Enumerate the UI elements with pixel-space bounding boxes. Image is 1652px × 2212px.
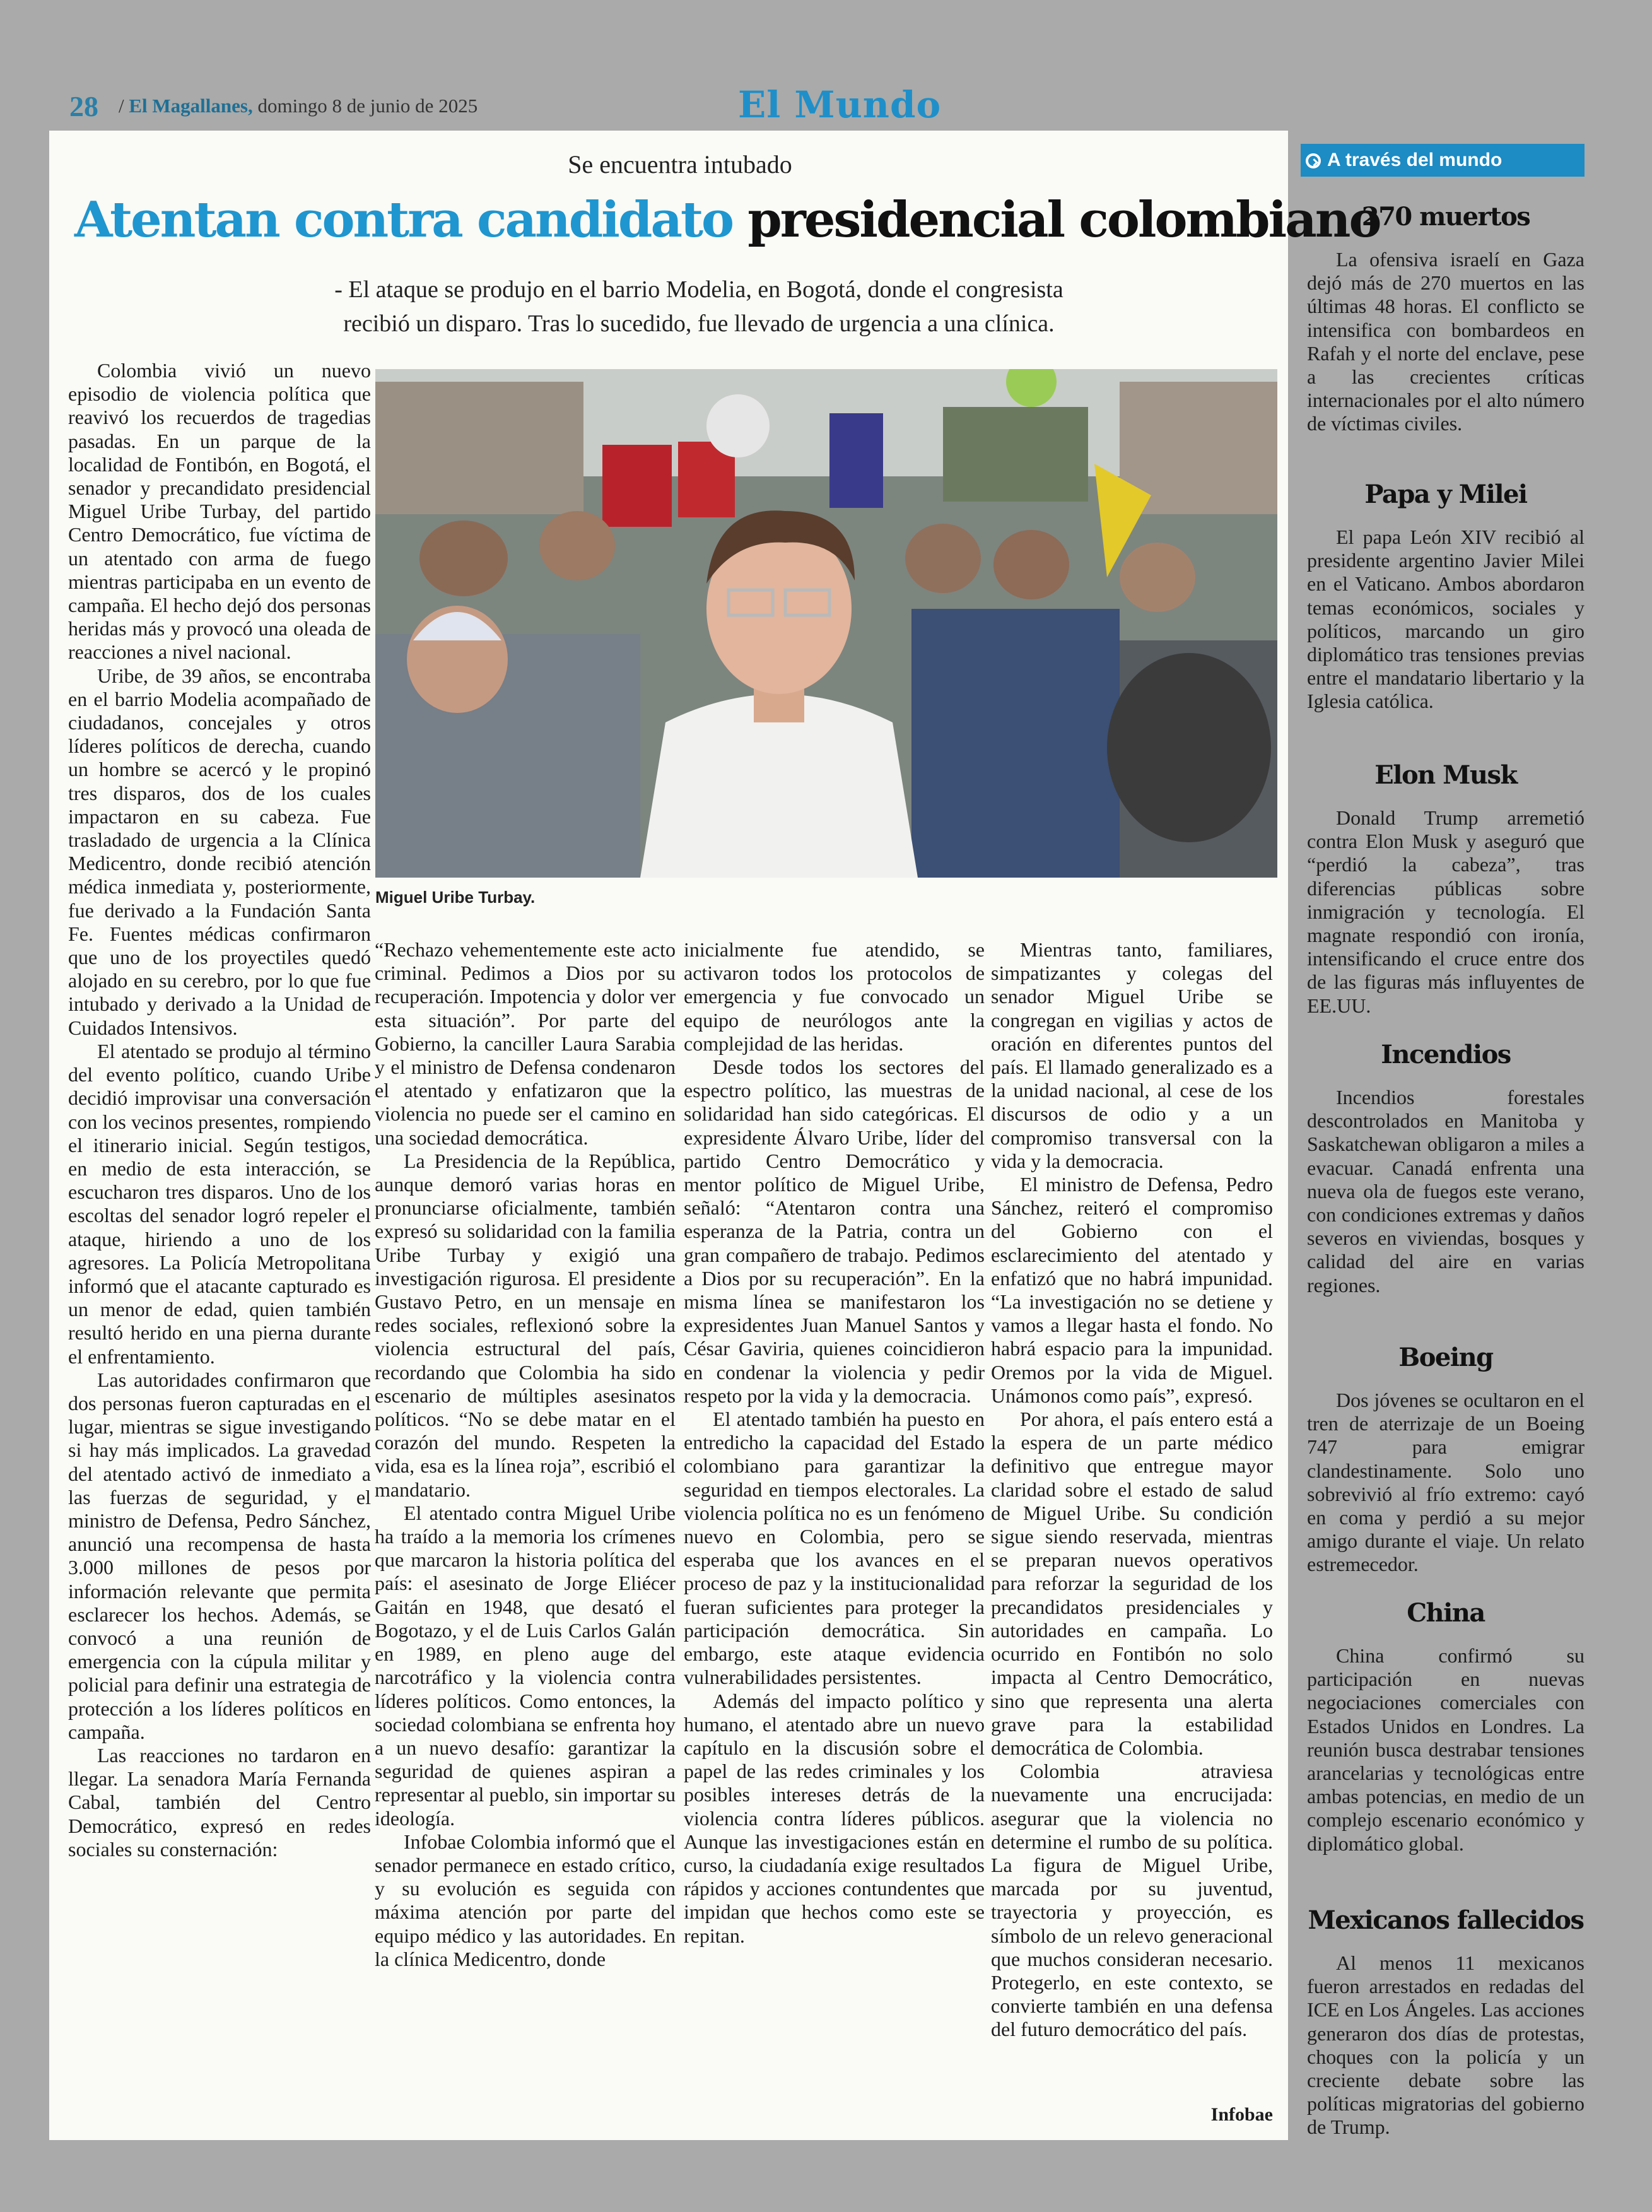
- paragraph: El atentado se produjo al término del evento político, cuando Uribe decidió improvisar una conversación con los vecinos presentes, rompiendo el itinerario inicial. Según testigos, en medio de esta interacción, se escucharon tres disparos. Uno de los escoltas del senador logró repeler el ataque, hiriendo a uno de los agresores. La Policía Metropolitana informó que el atacante capturado es un menor de edad, quien también resultó herido en una pierna durante el enfrentamiento.: [68, 1039, 371, 1368]
- article-signature: Infobae: [1210, 2104, 1273, 2125]
- page-number: 28: [69, 90, 98, 122]
- article-headline: [74, 189, 1380, 252]
- brief-item: [1307, 1905, 1585, 2139]
- brief-title: Mexicanos fallecidos: [1308, 1905, 1584, 1935]
- article-column-1: [68, 359, 371, 1861]
- brief-title: Papa y Milei: [1364, 479, 1527, 509]
- paragraph: Uribe, de 39 años, se encontraba en el barrio Modelia acompañado de ciudadanos, concejales y otros líderes políticos de derecha, cuando un hombre se acercó y le propinó tres disparos, dos de los cuales impactaron en su cabeza. Fue trasladado de urgencia a la Clínica Medicentro, donde recibió atención médica inmediata y, posteriormente, fue derivado a la Fundación Santa Fe. Fuentes médicas confirmaron que uno de los proyectiles quedó alojado en su cerebro, por lo que fue intubado y derivado a la Unidad de Cuidados Intensivos.: [68, 664, 371, 1039]
- photo-caption: Miguel Uribe Turbay.: [375, 888, 536, 907]
- paragraph: Desde todos los sectores del espectro político, las muestras de solidaridad han sido categóricas. El expresidente Álvaro Uribe, líder del partido Centro Democrático y mentor político de Miguel Uribe, señaló: “Atentaron contra una esperanza de la Patria, contra un gran compañero de trabajo. Pedimos a Dios por su recuperación”. En la misma línea se manifestaron los expresidentes Juan Manuel Santos y César Gaviria, quienes coincidieron en condenar la violencia y pedir respeto por la vida y la democracia.: [684, 1056, 985, 1407]
- article-deck: [238, 273, 1159, 341]
- brief-item: [1307, 1343, 1585, 1577]
- paragraph: El atentado contra Miguel Uribe ha traído a la memoria los crímenes que marcaron la historia política del país: el asesinato de Jorge Eliécer Gaitán en 1948, que desató el Bogotazo, y el de Luis Carlos Galán en 1989, en pleno auge del narcotráfico y la violencia contra líderes políticos. Como entonces, la sociedad colombiana se enfrenta hoy a un nuevo desafío: garantizar la seguridad de quienes aspiran a representar al pueblo, sin importar su ideología.: [375, 1501, 676, 1830]
- article-photo: [375, 369, 1277, 878]
- paragraph: Mientras tanto, familiares, simpatizantes y colegas del senador Miguel Uribe se congregan en vigilias y actos de oración en diferentes puntos del país. El llamado generalizado es a la unidad nacional, al cese de los discursos de odio y a un compromiso transversal con la vida y la democracia.: [991, 938, 1273, 1172]
- sidebar-world-briefs: [1301, 144, 1585, 2140]
- paragraph: “Rechazo vehementemente este acto criminal. Pedimos a Dios por su recuperación. Impotencia y dolor ver esta situación”. Por parte del Gobierno, la canciller Laura Sarabia y el ministro de Defensa condenaron el atentado y enfatizaron que la violencia no puede ser el camino en una sociedad democrática.: [375, 938, 676, 1149]
- sidebar-title: A través del mundo: [1327, 150, 1503, 170]
- newspaper-name: El Magallanes,: [129, 95, 253, 117]
- page-meta: [119, 95, 477, 117]
- deck-line-1: - El ataque se produjo en el barrio Modelia, en Bogotá, donde el congresista: [334, 276, 1063, 303]
- header-separator: /: [119, 95, 124, 117]
- paragraph: Las reacciones no tardaron en llegar. La senadora María Fernanda Cabal, también del Centro Democrático, expresó en redes sociales su consternación:: [68, 1743, 371, 1861]
- paragraph: El atentado también ha puesto en entredicho la capacidad del Estado colombiano para garantizar la seguridad en tiempos electorales. La violencia política no es un fenómeno nuevo en Colombia, pero se esperaba que los avances en el proceso de paz y la institucionalidad fueran suficientes para proteger la participación democrática. Sin embargo, este ataque evidencia vulnerabilidades persistentes.: [684, 1408, 985, 1689]
- paragraph: Colombia vivió un nuevo episodio de violencia política que reavivó los recuerdos de tragedias pasadas. En un parque de la localidad de Fontibón, en Bogotá, el senador y precandidato presidencial Miguel Uribe Turbay, del partido Centro Democrático, fue víctima de un atentado con arma de fuego mientras participaba en un evento de campaña. El hecho dejó dos personas heridas más y provocó una oleada de reacciones a nivel nacional.: [68, 359, 371, 664]
- paragraph: Además del impacto político y humano, el atentado abre un nuevo capítulo en la discusión sobre el papel de las redes criminales y los posibles intereses detrás de la violencia contra líderes públicos. Aunque las investigaciones están en curso, la ciudadanía exige resultados rápidos y acciones contundentes que impidan que hechos como este se repitan.: [684, 1689, 985, 1947]
- article-kicker: Se encuentra intubado: [568, 150, 792, 179]
- brief-item: [1307, 760, 1585, 1018]
- headline-part-2: presidencial colombiano: [747, 191, 1380, 249]
- brief-text: Al menos 11 mexicanos fueron arrestados en redadas del ICE en Los Ángeles. Las acciones generaron dos días de protestas, choques con la policía y un creciente debate sobre las políticas migratorias del gobierno de Trump.: [1307, 1951, 1585, 2139]
- brief-title: Boeing: [1398, 1343, 1493, 1372]
- brief-text: China confirmó su participación en nuevas negociaciones comerciales con Estados Unidos en Londres. La reunión busca destrabar tensiones arancelarias y tecnológicas entre ambas potencias, en medio de un complejo escenario económico y diplomático global.: [1307, 1644, 1585, 1855]
- page-header: [69, 83, 1583, 126]
- brief-title: Incendios: [1381, 1040, 1511, 1069]
- issue-date: domingo 8 de junio de 2025: [257, 95, 478, 117]
- brief-item: [1307, 479, 1585, 714]
- paragraph: Colombia atraviesa nuevamente una encrucijada: asegurar que la violencia no determine el rumbo de su política. La figura de Miguel Uribe, marcada por su juventud, trayectoria y proyección, es símbolo de un relevo generacional que muchos consideran necesario. Protegerlo, en este contexto, se convierte también en una defensa del futuro democrático del país.: [991, 1760, 1273, 2041]
- brief-text: Donald Trump arremetió contra Elon Musk y aseguró que “perdió la cabeza”, tras diferencias públicas sobre inmigración y tecnología. El magnate respondió con ironía, intensificando el cruce entre dos de las figuras más influyentes de EE.UU.: [1307, 806, 1585, 1017]
- paragraph: inicialmente fue atendido, se activaron todos los protocolos de emergencia y fue convocado un equipo de neurólogos ante la complejidad de las heridas.: [684, 938, 985, 1055]
- brief-title: Elon Musk: [1374, 760, 1517, 790]
- brief-text: La ofensiva israelí en Gaza dejó más de 270 muertos en las últimas 48 horas. El conflicto se intensifica con bombardeos en Rafah y el norte del enclave, pese a las crecientes críticas internacionales por el alto número de víctimas civiles.: [1307, 248, 1585, 435]
- paragraph: El ministro de Defensa, Pedro Sánchez, reiteró el compromiso del Gobierno con el esclarecimiento del atentado y enfatizó que no habrá impunidad. “La investigación no se detiene y vamos a llegar hasta el fondo. No habrá espacio para la impunidad. Oremos por la vida de Miguel. Unámonos como país”, expresó.: [991, 1173, 1273, 1407]
- paragraph: Infobae Colombia informó que el senador permanece en estado crítico, y su evolución es seguida con máxima atención por parte del equipo médico y las autoridades. En la clínica Medicentro, donde: [375, 1830, 676, 1970]
- section-title: El Mundo: [738, 83, 942, 126]
- brief-item: [1307, 1040, 1585, 1297]
- article-column-2: [375, 938, 676, 1971]
- deck-line-2: recibió un disparo. Tras lo sucedido, fue llevado de urgencia a una clínica.: [343, 310, 1055, 337]
- article-column-3: [684, 938, 985, 1948]
- arrow-circle-icon: [1306, 153, 1321, 168]
- sidebar-header: [1301, 144, 1585, 177]
- brief-title: 270 muertos: [1361, 202, 1530, 232]
- article-column-4: [991, 938, 1273, 2042]
- brief-item: [1307, 1598, 1585, 1856]
- paragraph: La Presidencia de la República, aunque demoró varias horas en pronunciarse oficialmente, también expresó su solidaridad con la familia Uribe Turbay y exigió una investigación rigurosa. El presidente Gustavo Petro, en un mensaje en redes sociales, reflexionó sobre la violencia estructural del país, recordando que Colombia ha sido escenario de múltiples asesinatos políticos. “No se debe matar en el corazón del mundo. Respeten la vida, esa es la línea roja”, escribió el mandatario.: [375, 1149, 676, 1501]
- brief-text: Dos jóvenes se ocultaron en el tren de aterrizaje de un Boeing 747 para emigrar clandestinamente. Solo uno sobrevivió al frío extremo: cayó en coma y perdió a su mejor amigo durante el viaje. Un relato estremecedor.: [1307, 1389, 1585, 1576]
- headline-part-1: Atentan contra candidato: [74, 191, 733, 249]
- paragraph: Por ahora, el país entero está a la espera de un parte médico definitivo que entregue mayor claridad sobre el estado de salud de Miguel Uribe. Su condición sigue siendo reservada, mientras se preparan nuevos operativos para reforzar la seguridad de los precandidatos presidenciales y autoridades en campaña. Lo ocurrido en Fontibón no solo impacta al Centro Democrático, sino que representa una alerta grave para la estabilidad democrática de Colombia.: [991, 1408, 1273, 1759]
- crowd-photo-illustration: [375, 369, 1277, 878]
- brief-item: [1307, 202, 1585, 436]
- brief-text: El papa León XIV recibió al presidente argentino Javier Milei en el Vaticano. Ambos abordaron temas económicos, sociales y políticos, marcando un giro diplomático tras tensiones previas entre el mandatario libertario y la Iglesia católica.: [1307, 526, 1585, 713]
- main-article: [49, 131, 1380, 2140]
- brief-text: Incendios forestales descontrolados en Manitoba y Saskatchewan obligaron a miles a evacuar. Canadá enfrenta una nueva ola de fuegos este verano, con condiciones extremas y daños severos en viviendas, bosques y calidad del aire en varias regiones.: [1307, 1086, 1585, 1297]
- paragraph: Las autoridades confirmaron que dos personas fueron capturadas en el lugar, mientras se sigue investigando si hay más implicados. La gravedad del atentado activó de inmediato a las fuerzas de seguridad, y el ministro de Defensa, Pedro Sánchez, anunció una recompensa de hasta 3.000 millones de pesos por información relevante que permita esclarecer los hechos. Además, se convocó a una reunión de emergencia con la cúpula militar y policial para definir una estrategia de protección a los líderes políticos en campaña.: [68, 1368, 371, 1743]
- brief-title: China: [1407, 1598, 1485, 1628]
